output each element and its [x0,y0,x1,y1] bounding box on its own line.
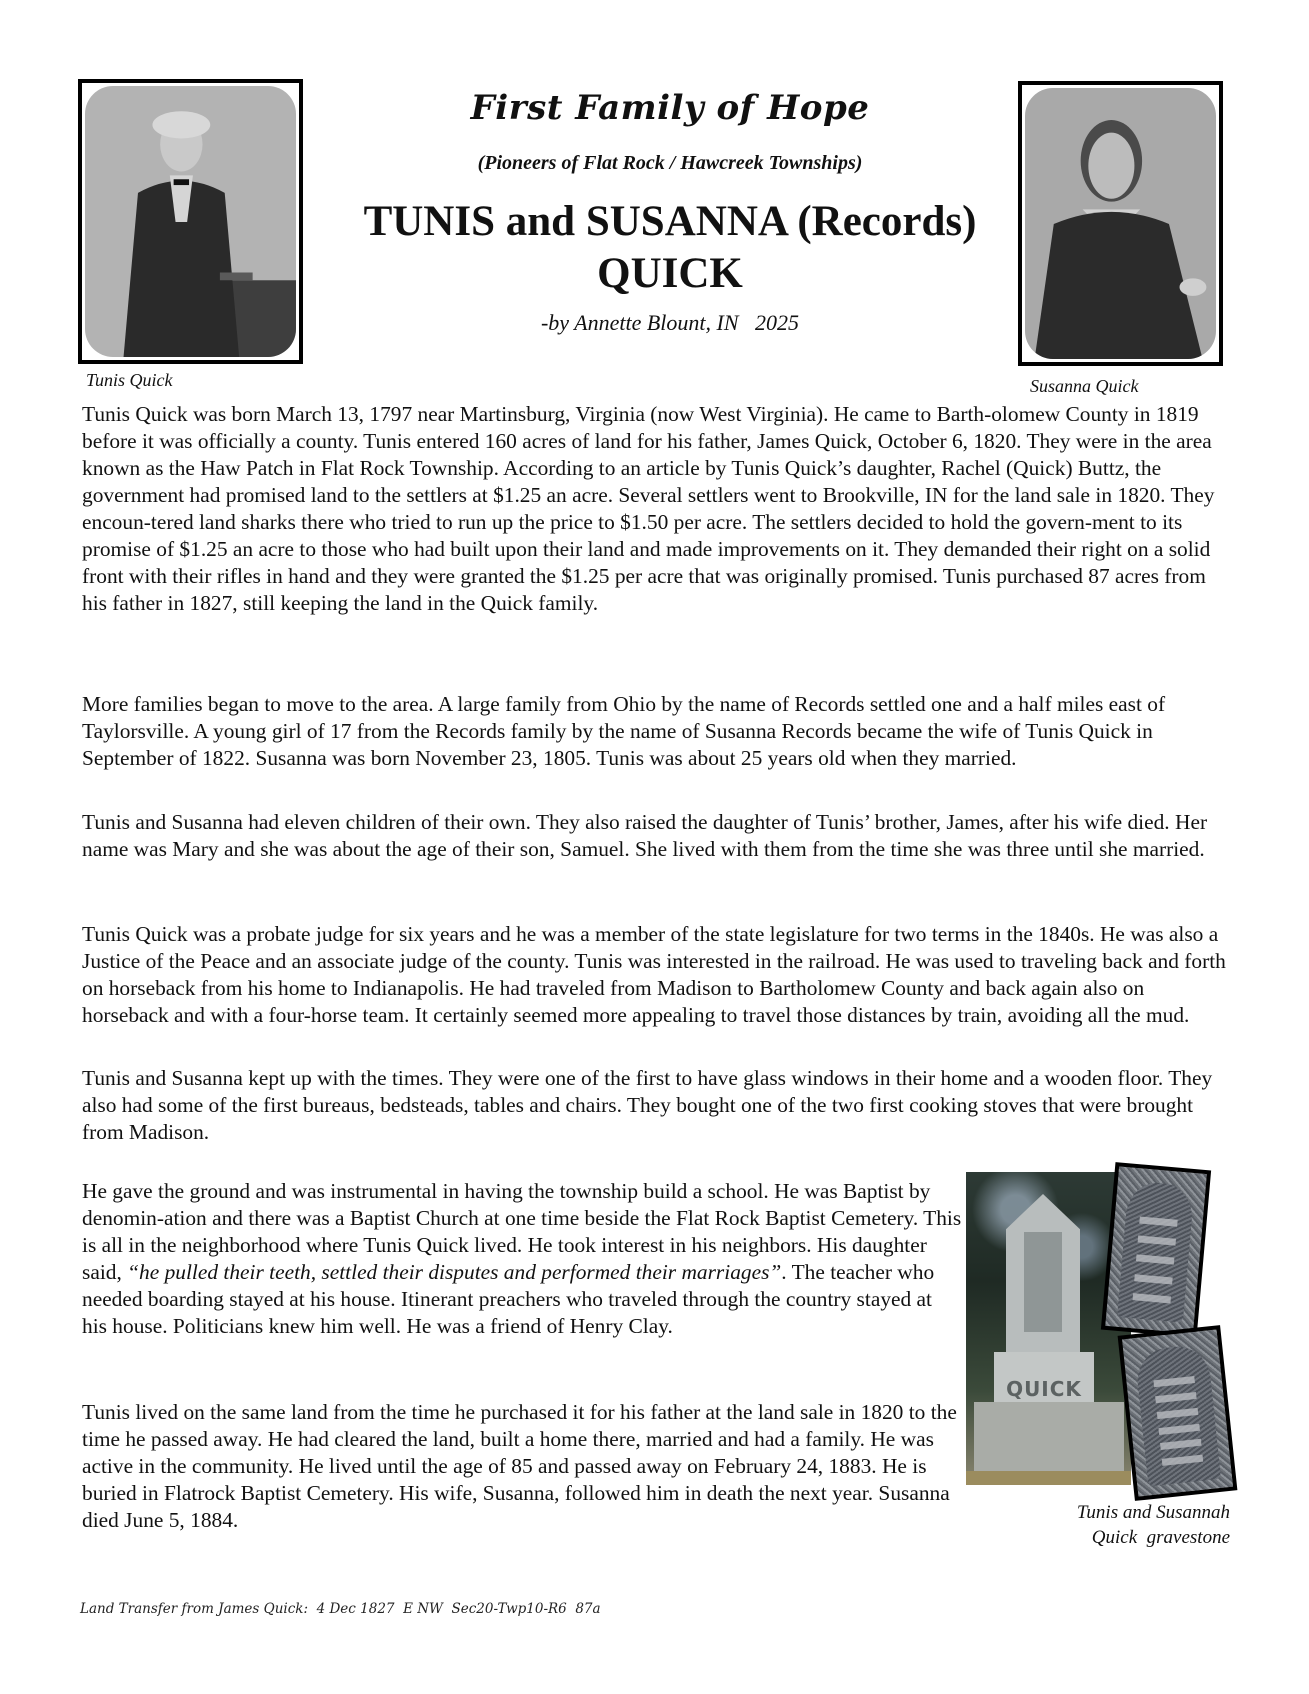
susanna-headstone-inset [1118,1325,1238,1501]
susanna-quick-portrait [1018,81,1223,366]
paragraph-children: Tunis and Susanna had eleven children of their own. They also raised the daughter of Tunis’ brother, James, after his wife died. Her name was Mary and she was about the age of their son, Samuel. She lived with them from the time she was three until she married. [82,810,1208,861]
tunis-quick-portrait [78,79,303,364]
tunis-headstone-inset [1101,1162,1211,1338]
paragraph-household: Tunis and Susanna kept up with the times. They were one of the first to have glass windows in their home and a wooden floor. They also had some of the first bureaus, bedsteads, tables and chairs. They bought one of the two first cooking stoves that were brought from Madison. [82,1066,1213,1144]
page-title-line-2: QUICK [597,250,743,297]
series-title: First Family of Hope [470,88,870,128]
community-text-after: . The teacher who needed boarding stayed at his house. Itinerant preachers who traveled through the country stayed at his house. Politicians knew him well. He was a friend of Henry Clay. [82,1260,935,1338]
grass [966,1471,1131,1485]
susanna-quick-photo [1025,88,1216,359]
paragraph-death: Tunis lived on the same land from the time he purchased it for his father at the land sale in 1820 to the time he passed away. He had cleared the land, built a home there, married and had a family. He was active in the community. He lived until the age of 85 and passed away on February 24, 1883. He is buried in Flatrock Baptist Cemetery. His wife, Susanna, followed him in death the next year. Susanna died June 5, 1884. [82,1400,957,1532]
community-text-before: He gave the ground and was instrumental in having the township build a school. He was Baptist by denomin-ation and there was a Baptist Church at one time beside the Flat Rock Baptist Cemetery. This is all in the neighborhood where Tunis Quick lived. He took interest in his neighbors. His daughter said, [82,1179,962,1284]
byline [300,310,1040,336]
gravestone-base [974,1402,1124,1472]
tunis-quick-photo [85,86,296,357]
tunis-quick-caption: Tunis Quick [86,370,173,390]
land-transfer-footnote: Land Transfer from James Quick: 4 Dec 1827 E NW Sec20-Twp10-R6 87a [80,1601,601,1617]
subtitle: (Pioneers of Flat Rock / Hawcreek Townships) [477,152,863,174]
paragraph-community [82,1178,962,1340]
byline-author: -by Annette Blount, IN [540,310,739,335]
daughter-quote: “he pulled their teeth, settled their disputes and performed their marriages” [127,1260,782,1284]
paragraph-public-service: Tunis Quick was a probate judge for six years and he was a member of the state legislature for two terms in the 1840s. He was also a Justice of the Peace and an associate judge of the county. Tunis was interested in the railroad. He was used to traveling back and forth on horseback from his home to Indianapolis. He had traveled from Madison to Bartholomew County and back again also on horseback and with a four-horse team. It certainly seemed more appealing to travel those distances by train, avoiding all the mud. [82,922,1226,1027]
paragraph-marriage: More families began to move to the area. A large family from Ohio by the name of Records settled one and a half miles east of Taylorsville. A young girl of 17 from the Records family by the name of Susanna Records became the wife of Tunis Quick in September of 1822. Susanna was born November 23, 1805. Tunis was about 25 years old when they married. [82,692,1166,770]
gravestone-caption-line-1: Tunis and Susannah [1076,1502,1230,1523]
susanna-quick-caption: Susanna Quick [1030,376,1139,396]
paragraph-birth-and-land: Tunis Quick was born March 13, 1797 near Martinsburg, Virginia (now West Virginia). He came to Barth-olomew County in 1819 before it was officially a county. Tunis entered 160 acres of land for his father, James Quick, October 6, 1820. They were in the area known as the Haw Patch in Flat Rock Township. According to an article by Tunis Quick’s daughter, Rachel (Quick) Buttz, the government had promised land to the settlers at $1.25 an acre. Several settlers went to Brookville, IN for the land sale in 1820. They encoun-tered land sharks there who tried to run up the price to $1.50 per acre. The settlers decided to hold the govern-ment to its promise of $1.25 an acre to those who had built upon their land and made improvements on it. They demanded their right on a solid front with their rifles in hand and they were granted the $1.25 per acre that was originally promised. Tunis purchased 87 acres from his father in 1827, still keeping the land in the Quick family. [82,402,1215,615]
gravestone-name: QUICK [1006,1377,1082,1401]
gravestone-inscription-panel [1024,1232,1062,1332]
page-title-line-1: TUNIS and SUSANNA (Records) [363,198,977,245]
gravestone-caption-line-2: Quick gravestone [1091,1527,1230,1548]
page-title [300,196,1040,300]
gravestone-caption [1000,1500,1230,1550]
byline-year: 2025 [755,310,800,335]
